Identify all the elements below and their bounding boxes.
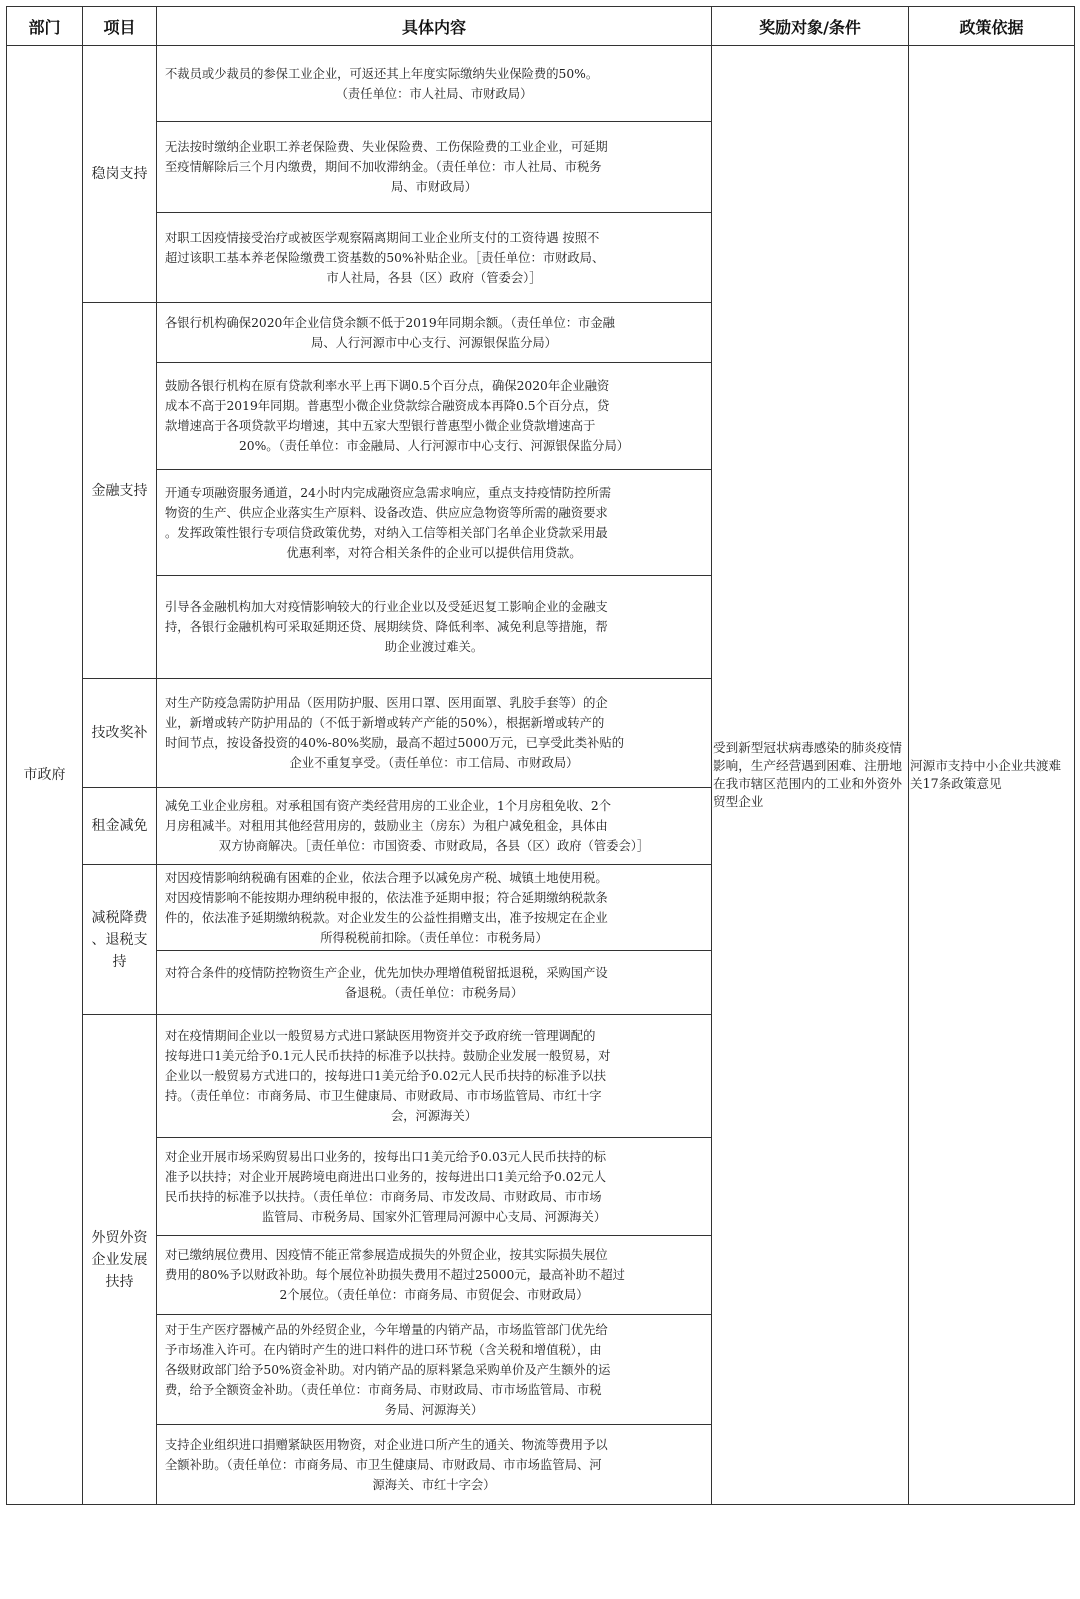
target-condition-cell: 受到新型冠状病毒感染的肺炎疫情影响，生产经营遇到困难、注册地在我市辖区范围内的工业和外资外贸型企业 <box>712 46 909 1505</box>
content-line: 各级财政部门给予50%资金补助。对内销产品的原料紧急采购单价及产生额外的运 <box>165 1362 611 1377</box>
header-content: 具体内容 <box>157 7 712 46</box>
content-line: 业，新增或转产防护用品的（不低于新增或转产产能的50%），根据新增或转产的 <box>165 716 605 730</box>
content-line: 对生产防疫急需防护用品（医用防护服、医用口罩、医用面罩、乳胶手套等）的企 <box>165 696 608 710</box>
content-line: 对职工因疫情接受治疗或被医学观察隔离期间工业企业所支付的工资待遇 按照不 <box>165 230 600 245</box>
content-line: 备退税。（责任单位：市税务局） <box>344 985 524 1000</box>
item-label: 金融支持 <box>91 482 148 499</box>
content-line: 费用的80%予以财政补助。每个展位补助损失费用不超过25000元，最高补助不超过 <box>165 1268 625 1282</box>
content-line: 对因疫情影响不能按期办理纳税申报的，依法准予延期申报；符合延期缴纳税款条 <box>165 890 608 905</box>
content-cell <box>157 951 712 1015</box>
content-cell <box>157 788 712 865</box>
content-cell <box>157 470 712 576</box>
content-line: 对已缴纳展位费用、因疫情不能正常参展造成损失的外贸企业，按其实际损失展位 <box>165 1248 608 1262</box>
content-line: 2个展位。（责任单位：市商务局、市贸促会、市财政局） <box>279 1288 589 1302</box>
content-line: 对企业开展市场采购贸易出口业务的，按每出口1美元给予0.03元人民币扶持的标 <box>165 1149 607 1164</box>
content-line: 会，河源海关） <box>390 1109 478 1123</box>
content-line: 无法按时缴纳企业职工养老保险费、失业保险费、工伤保险费的工业企业，可延期 <box>165 140 608 154</box>
content-line: 局、市财政局） <box>390 180 478 194</box>
header-department: 部门 <box>7 7 83 46</box>
content-cell <box>157 303 712 363</box>
item-label: 扶持 <box>105 1273 134 1290</box>
item-label: 稳岗支持 <box>91 166 148 182</box>
content-cell <box>157 122 712 213</box>
content-line: 。发挥政策性银行专项信贷政策优势，对纳入工信等相关部门名单企业贷款采用最 <box>165 525 608 540</box>
content-cell <box>157 679 712 788</box>
content-line: 局、人行河源市中心支行、河源银保监分局） <box>311 335 557 350</box>
content-line: 全额补助。（责任单位：市商务局、市卫生健康局、市财政局、市市场监管局、河 <box>165 1457 602 1472</box>
content-cell <box>157 1236 712 1315</box>
item-label: 减税降费 <box>91 909 148 926</box>
content-line: 20%。（责任单位：市金融局、人行河源市中心支行、河源银保监分局） <box>238 439 630 453</box>
content-line: 款增速高于各项贷款平均增速，其中五家大型银行普惠型小微企业贷款增速高于 <box>165 419 596 433</box>
content-line: 助企业渡过难关。 <box>384 640 484 654</box>
content-line: 企业不重复享受。（责任单位：市工信局、市财政局） <box>289 756 579 770</box>
item-cell <box>83 679 157 788</box>
content-line: 成本不高于2019年同期。普惠型小微企业贷款综合融资成本再降0.5个百分点，贷 <box>165 399 610 413</box>
content-line: 监管局、市税务局、国家外汇管理局河源中心支局、河源海关） <box>261 1209 607 1224</box>
content-line: 月房租减半。对租用其他经营用房的，鼓励业主（房东）为租户减免租金，具体由 <box>165 819 608 833</box>
content-line: 件的，依法准予延期缴纳税款。对企业发生的公益性捐赠支出，准予按规定在企业 <box>165 910 608 925</box>
content-line: 超过该职工基本养老保险缴费工资基数的50%补贴企业。［责任单位：市财政局、 <box>165 250 605 265</box>
content-line: 对因疫情影响纳税确有困难的企业，依法合理予以减免房产税、城镇土地使用税。 <box>165 870 608 885</box>
item-label: 、退税支 <box>91 931 148 948</box>
item-cell <box>83 46 157 303</box>
content-line: 费，给予全额资金补助。（责任单位：市商务局、市财政局、市市场监管局、市税 <box>165 1382 602 1397</box>
content-line: 持，各银行金融机构可采取延期还贷、展期续贷、降低利率、减免利息等措施，帮 <box>165 620 608 634</box>
content-line: 时间节点，按设备投资的40%-80%奖励，最高不超过5000万元，已享受此类补贴的 <box>165 736 625 750</box>
item-label: 技改奖补 <box>91 725 148 741</box>
content-line: 源海关、市红十字会） <box>372 1477 496 1492</box>
content-line: 支持企业组织进口捐赠紧缺医用物资，对企业进口所产生的通关、物流等费用予以 <box>165 1437 608 1452</box>
content-line: 市人社局，各县（区）政府（管委会）］ <box>326 270 542 285</box>
content-line: 民币扶持的标准予以扶持。（责任单位：市商务局、市发改局、市财政局、市市场 <box>165 1189 602 1204</box>
content-cell <box>157 1315 712 1425</box>
content-line: 物资的生产、供应企业落实生产原料、设备改造、供应应急物资等所需的融资要求 <box>165 505 608 520</box>
item-label: 持 <box>112 953 127 970</box>
header-row <box>7 7 1075 46</box>
content-line: 双方协商解决。［责任单位：市国资委、市财政局，各县（区）政府（管委会）］ <box>218 839 650 853</box>
content-line: 不裁员或少裁员的参保工业企业，可返还其上年度实际缴纳失业保险费的50%。 <box>165 66 599 81</box>
content-line: 按每进口1美元给予0.1元人民币扶持的标准予以扶持。鼓励企业发展一般贸易，对 <box>165 1049 611 1063</box>
content-cell <box>157 213 712 303</box>
content-cell <box>157 1015 712 1138</box>
content-line: 鼓励各银行机构在原有贷款利率水平上再下调0.5个百分点，确保2020年企业融资 <box>165 379 610 393</box>
content-cell <box>157 1138 712 1236</box>
content-cell <box>157 865 712 951</box>
content-line: 开通专项融资服务通道，24小时内完成融资应急需求响应，重点支持疫情防控所需 <box>165 485 612 500</box>
department-cell: 市政府 <box>7 46 83 1505</box>
header-policy-basis: 政策依据 <box>909 7 1075 46</box>
item-cell <box>83 788 157 865</box>
content-cell <box>157 363 712 470</box>
item-cell <box>83 1015 157 1505</box>
content-line: 对符合条件的疫情防控物资生产企业，优先加快办理增值税留抵退税，采购国产设 <box>165 965 608 980</box>
content-line: 减免工业企业房租。对承租国有资产类经营用房的工业企业，1个月房租免收、2个 <box>165 799 612 813</box>
content-line: 对于生产医疗器械产品的外经贸企业，今年增量的内销产品，市场监管部门优先给 <box>165 1322 608 1337</box>
content-line: 所得税税前扣除。（责任单位：市税务局） <box>320 930 548 945</box>
content-line: 务局、河源海关） <box>384 1402 484 1417</box>
content-line: 企业以一般贸易方式进口的，按每进口1美元给予0.02元人民币扶持的标准予以扶 <box>165 1069 607 1083</box>
content-line: 引导各金融机构加大对疫情影响较大的行业企业以及受延迟复工影响企业的金融支 <box>165 600 608 614</box>
item-cell <box>83 865 157 1015</box>
content-line: 优惠利率，对符合相关条件的企业可以提供信用贷款。 <box>286 545 582 560</box>
item-cell <box>83 303 157 679</box>
content-line: 准予以扶持；对企业开展跨境电商进出口业务的，按每进出口1美元给予0.02元人 <box>165 1169 607 1184</box>
table-row <box>7 46 1075 122</box>
item-label: 外贸外资 <box>91 1229 148 1246</box>
item-label: 租金减免 <box>91 818 148 834</box>
content-line: 持。（责任单位：市商务局、市卫生健康局、市财政局、市市场监管局、市红十字 <box>165 1089 602 1103</box>
content-cell <box>157 576 712 679</box>
item-label: 企业发展 <box>91 1251 148 1268</box>
policy-table <box>6 6 1075 1505</box>
content-line: 至疫情解除后三个月内缴费，期间不加收滞纳金。（责任单位：市人社局、市税务 <box>165 160 602 174</box>
content-cell <box>157 46 712 122</box>
content-line: （责任单位：市人社局、市财政局） <box>335 86 533 101</box>
header-target-condition: 奖励对象/条件 <box>712 7 909 46</box>
content-line: 各银行机构确保2020年企业信贷余额不低于2019年同期余额。（责任单位：市金融 <box>165 315 615 330</box>
content-cell <box>157 1425 712 1505</box>
content-line: 予市场准入许可。在内销时产生的进口料件的进口环节税（含关税和增值税），由 <box>165 1342 602 1357</box>
content-line: 对在疫情期间企业以一般贸易方式进口紧缺医用物资并交予政府统一管理调配的 <box>165 1029 596 1043</box>
policy-basis-cell: 河源市支持中小企业共渡难关17条政策意见 <box>909 46 1075 1505</box>
header-item: 项目 <box>83 7 157 46</box>
